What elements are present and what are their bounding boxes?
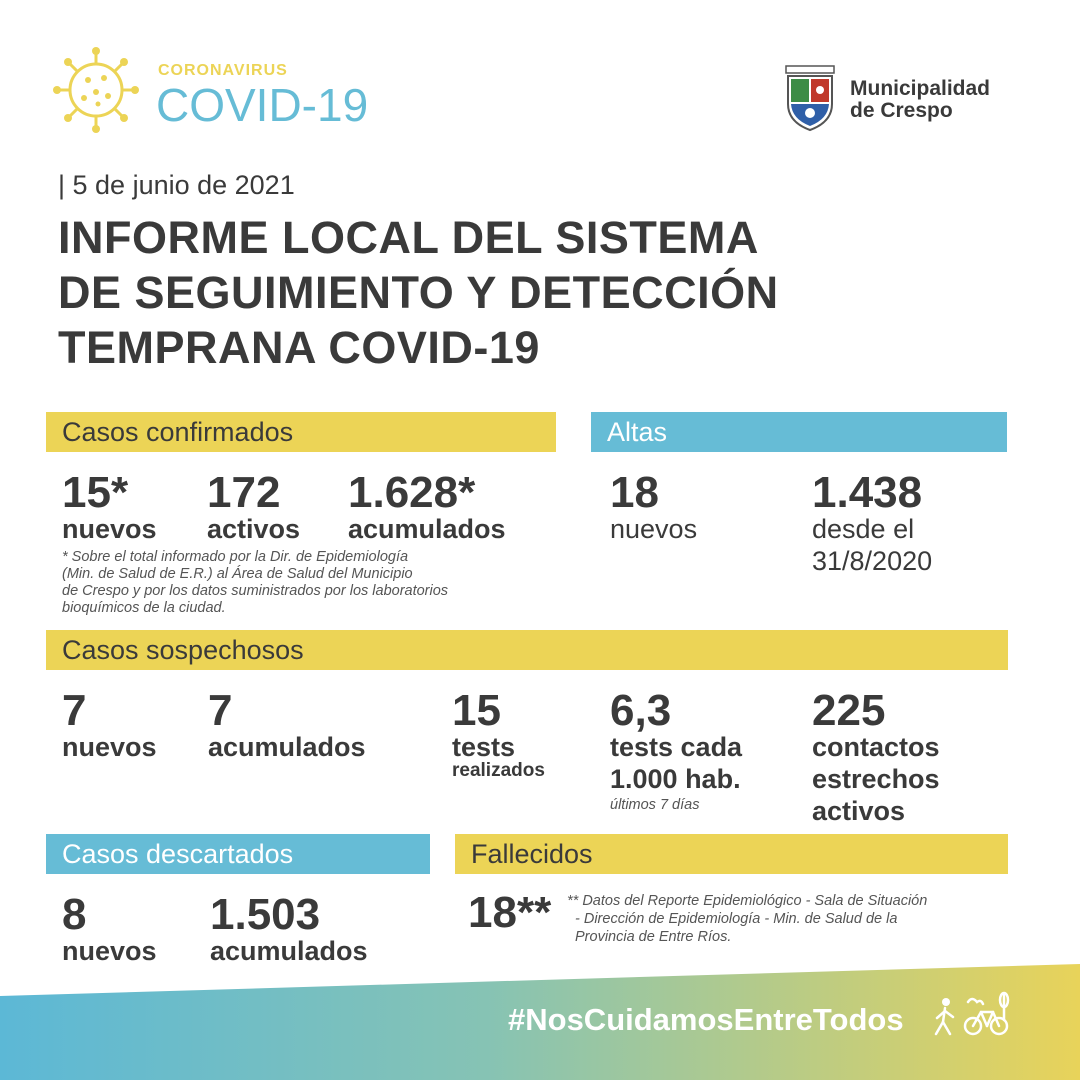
report-date: | 5 de junio de 2021	[58, 170, 295, 200]
rate-value: 6,3	[610, 686, 672, 735]
sospechosos-nuevos-label: nuevos	[62, 732, 157, 762]
descartados-acumulados-label: acumulados	[210, 936, 368, 966]
report-title-line-3: TEMPRANA COVID-19	[58, 322, 540, 373]
descartados-nuevos-value: 8	[62, 890, 87, 939]
descartados-heading: Casos descartados	[46, 834, 430, 874]
confirmados-note-4: bioquímicos de la ciudad.	[62, 600, 226, 616]
tests-value: 15	[452, 686, 501, 735]
altas-total-value: 1.438	[812, 468, 923, 517]
confirmados-activos-label: activos	[207, 514, 301, 544]
rate-note: últimos 7 días	[610, 797, 700, 813]
altas-nuevos-value: 18	[610, 468, 659, 517]
virus-icon	[52, 46, 140, 134]
confirmados-heading: Casos confirmados	[46, 412, 556, 452]
confirmados-acumulados-value: 1.628*	[348, 468, 476, 517]
contactos-value: 225	[812, 686, 886, 735]
tests-label-2: realizados	[452, 760, 545, 781]
altas-heading: Altas	[591, 412, 1007, 452]
bicycle-icon	[962, 990, 1012, 1038]
descartados-acumulados-value: 1.503	[210, 890, 321, 939]
confirmados-nuevos-value: 15*	[62, 468, 129, 517]
municipality-name-2: de Crespo	[850, 99, 953, 122]
rate-label-2: 1.000 hab.	[610, 764, 741, 794]
sospechosos-acumulados-label: acumulados	[208, 732, 366, 762]
tests-label-1: tests	[452, 732, 516, 762]
sospechosos-acumulados-value: 7	[208, 686, 233, 735]
confirmados-acumulados-label: acumulados	[348, 514, 506, 544]
report-title-line-2: DE SEGUIMIENTO Y DETECCIÓN	[58, 267, 779, 318]
descartados-nuevos-label: nuevos	[62, 936, 157, 966]
rate-label-1: tests cada	[610, 732, 743, 762]
contactos-label-3: activos	[812, 796, 906, 826]
sospechosos-heading: Casos sospechosos	[46, 630, 1008, 670]
report-title-line-1: INFORME LOCAL DEL SISTEMA	[58, 212, 759, 263]
hashtag: #NosCuidamosEntreTodos	[508, 1002, 904, 1037]
fallecidos-value: 18**	[468, 888, 552, 937]
crest-icon	[782, 64, 838, 134]
fallecidos-note-2: - Dirección de Epidemiología - Min. de Salud de la	[575, 911, 898, 927]
sospechosos-nuevos-value: 7	[62, 686, 87, 735]
altas-total-label-1: desde el	[812, 514, 915, 544]
confirmados-nuevos-label: nuevos	[62, 514, 157, 544]
contactos-label-1: contactos	[812, 732, 940, 762]
altas-total-label-2: 31/8/2020	[812, 546, 933, 576]
covid-label: COVID-19	[156, 79, 369, 131]
coronavirus-label: CORONAVIRUS	[158, 62, 288, 79]
municipality-name-1: Municipalidad	[850, 77, 991, 100]
confirmados-note-2: (Min. de Salud de E.R.) al Área de Salud del Municipio	[62, 566, 413, 582]
fallecidos-heading: Fallecidos	[455, 834, 1008, 874]
walker-icon	[930, 996, 960, 1038]
confirmados-activos-value: 172	[207, 468, 281, 517]
contactos-label-2: estrechos	[812, 764, 940, 794]
altas-nuevos-label: nuevos	[610, 514, 698, 544]
fallecidos-note-3: Provincia de Entre Ríos.	[575, 929, 732, 945]
confirmados-note-1: * Sobre el total informado por la Dir. de Epidemiología	[62, 549, 409, 565]
fallecidos-note-1: ** Datos del Reporte Epidemiológico - Sala de Situación	[567, 893, 928, 909]
confirmados-note-3: de Crespo y por los datos suministrados por los laboratorios	[62, 583, 449, 599]
